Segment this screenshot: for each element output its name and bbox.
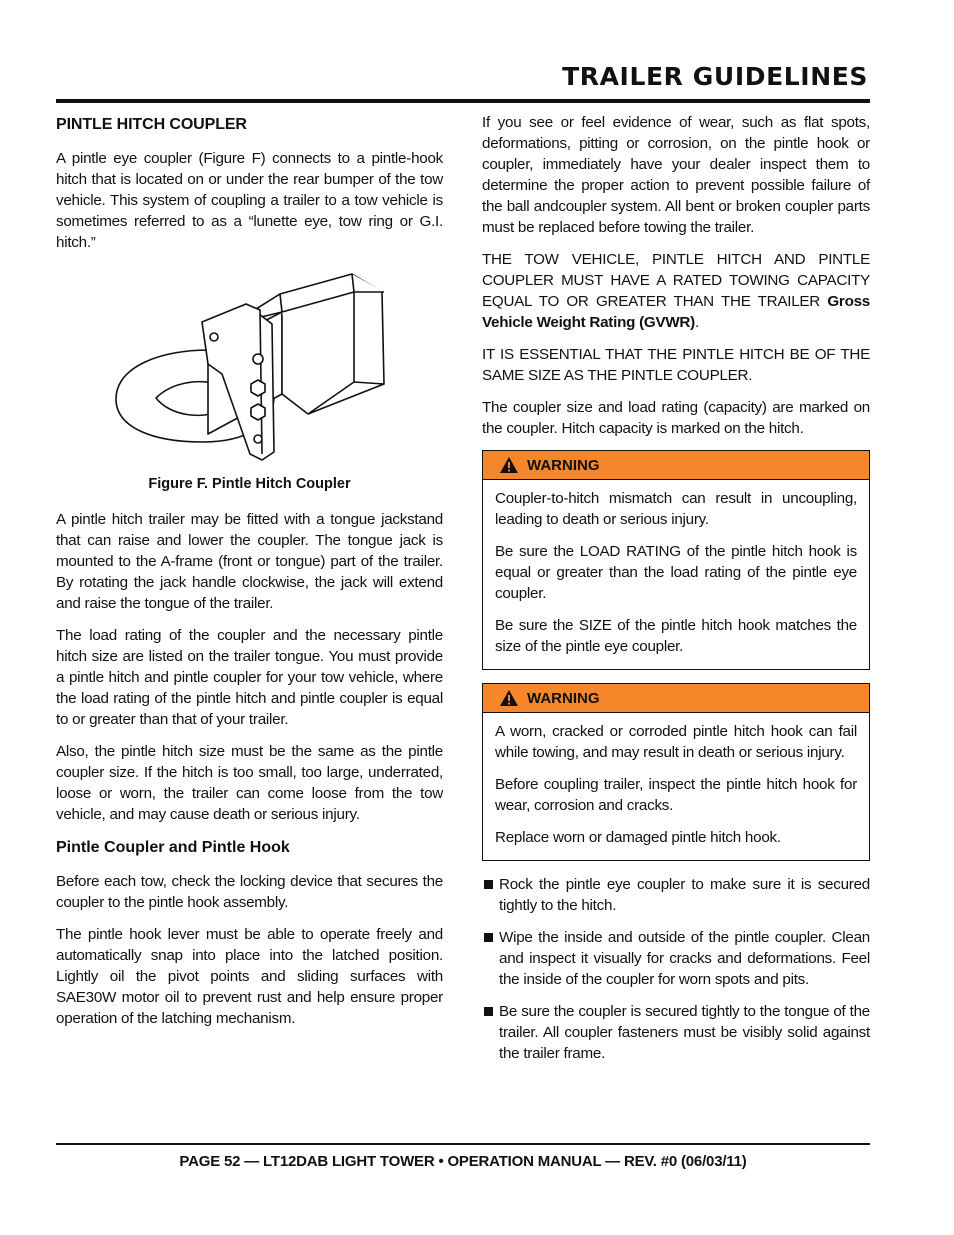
paragraph: A pintle hitch trailer may be fitted with a tongue jackstand that can raise and lower the coupler. The tongue jack is mounted to the A-frame (front or tongue) part of the trailer. By rotating the jack handle clockwise, the jack will extend and raise the tongue of the trailer. [56,511,443,612]
paragraph: Also, the pintle hitch size must be the same as the pintle coupler size. If the hitch is too small, too large, underrated, loose or worn, the trailer can come loose from the tow vehicle, and may cause death or serious injury. [56,743,443,823]
period: . [694,314,699,331]
bullet-text: Be sure the coupler is secured tightly to the tongue of the trailer. All coupler fasteners must be visibly solid against the trailer frame. [499,1003,870,1062]
left-column [56,112,443,1040]
bullet-text: Wipe the inside and outside of the pintle coupler. Clean and inspect it visually for cracks and deformations. Feel the inside of the coupler for worn spots and pits. [499,929,870,988]
square-bullet-icon [484,933,493,942]
warning-triangle-icon [499,456,519,474]
gvwr-text: Gross Vehicle Weight Rating (GVWR) [482,293,870,331]
right-column [482,112,870,1075]
warning-header [483,684,869,713]
paragraph: The pintle hook lever must be able to operate freely and automatically snap into place into the latched position. Lightly oil the pivot points and sliding surfaces with SAE30W motor oil to prevent rust and help ensure proper operation of the latching mechanism. [56,926,443,1027]
warning-label: WARNING [527,689,600,707]
paragraph: The load rating of the coupler and the necessary pintle hitch size are listed on the trailer tongue. You must provide a pintle hitch and pintle coupler for your tow vehicle, where the load rating of the pintle hitch and pintle coupler is equal to or greater than that of your trailer. [56,627,443,728]
subsection-heading: Pintle Coupler and Pintle Hook [56,839,290,856]
square-bullet-icon [484,880,493,889]
warning-box [482,683,870,861]
paragraph [482,249,870,333]
warning-header [483,451,869,480]
section-heading: PINTLE HITCH COUPLER [56,116,247,133]
footer-rule [56,1143,870,1145]
figure-f [56,264,443,472]
paragraph: Before each tow, check the locking device that secures the coupler to the pintle hook assembly. [56,873,443,911]
list-item [482,1001,870,1064]
warning-text: Coupler-to-hitch mismatch can result in uncoupling, leading to death or serious injury. [495,490,857,528]
header-rule [56,99,870,103]
square-bullet-icon [484,1007,493,1016]
page-title: TRAILER GUIDELINES [562,62,868,91]
warning-triangle-icon [499,689,519,707]
warning-text: A worn, cracked or corroded pintle hitch hook can fail while towing, and may result in death or serious injury. [495,723,857,761]
page-footer: PAGE 52 — LT12DAB LIGHT TOWER • OPERATION MANUAL — REV. #0 (06/03/11) [179,1153,747,1170]
capacity-text: THE TOW VEHICLE, PINTLE HITCH AND PINTLE COUPLER MUST HAVE A RATED TOWING CAPACITY EQUAL TO OR GREATER THAN THE TRAILER [482,251,870,310]
paragraph: If you see or feel evidence of wear, such as flat spots, deformations, pitting or corrosion, on the pintle hook or coupler, immediately have your dealer inspect them to determine the proper action to prevent possible failure of the ball andcoupler system. All bent or broken coupler parts must be replaced before towing the trailer. [482,114,870,236]
warning-text: Be sure the LOAD RATING of the pintle hitch hook is equal or greater than the load rating of the pintle eye coupler. [495,543,857,602]
figure-caption: Figure F. Pintle Hitch Coupler [148,476,351,492]
pintle-coupler-illustration [112,264,392,470]
list-item [482,874,870,916]
warning-box [482,450,870,670]
paragraph: A pintle eye coupler (Figure F) connects to a pintle-hook hitch that is located on or under the rear bumper of the tow vehicle. This system of coupling a trailer to a tow vehicle is sometimes referred to as a “lunette eye, tow ring or G.I. hitch.” [56,150,443,251]
paragraph: IT IS ESSENTIAL THAT THE PINTLE HITCH BE OF THE SAME SIZE AS THE PINTLE COUPLER. [482,346,870,384]
paragraph: The coupler size and load rating (capacity) are marked on the coupler. Hitch capacity is marked on the hitch. [482,399,870,437]
warning-text: Be sure the SIZE of the pintle hitch hook matches the size of the pintle eye coupler. [495,617,857,655]
warning-text: Before coupling trailer, inspect the pintle hitch hook for wear, corrosion and cracks. [495,776,857,814]
warning-text: Replace worn or damaged pintle hitch hook. [495,829,781,846]
list-item [482,927,870,990]
bullet-text: Rock the pintle eye coupler to make sure it is secured tightly to the hitch. [499,876,870,914]
warning-label: WARNING [527,456,600,474]
